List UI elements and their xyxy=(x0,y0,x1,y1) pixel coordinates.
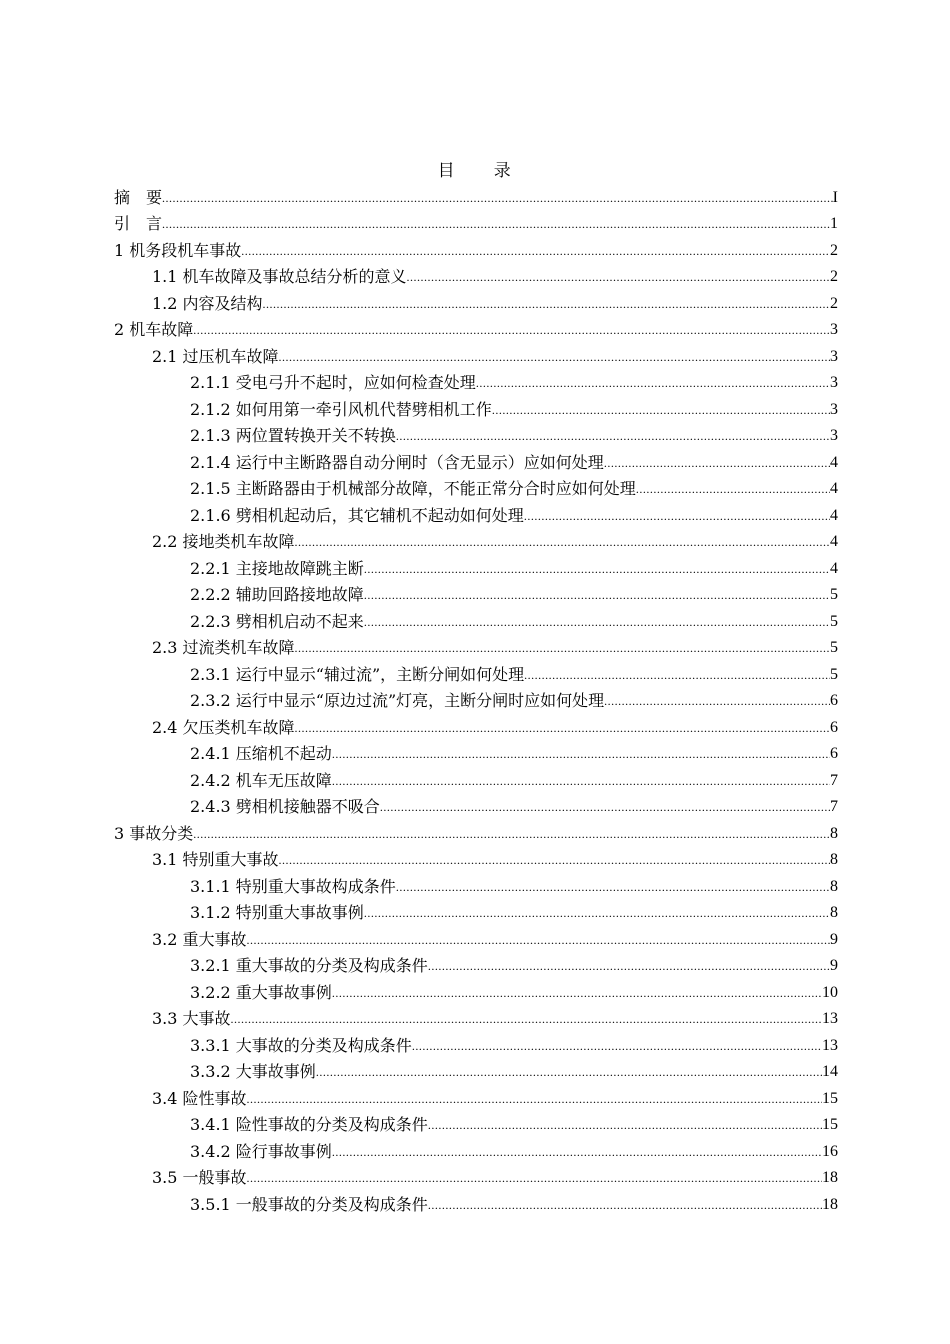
toc-entry[interactable] xyxy=(114,711,838,738)
toc-page-number: 4 xyxy=(830,453,838,471)
toc-entry[interactable] xyxy=(114,897,838,924)
toc-page-number: 18 xyxy=(822,1169,838,1186)
toc-entry[interactable] xyxy=(114,605,838,632)
toc-entry-title: 3.1 特别重大事故 xyxy=(152,850,279,869)
toc-leader-dots xyxy=(476,373,830,393)
toc-entry-title: 2.1 过压机车故障 xyxy=(152,346,279,366)
toc-leader-dots xyxy=(428,1195,822,1215)
toc-entry[interactable] xyxy=(114,499,838,526)
toc-leader-dots xyxy=(241,241,830,261)
toc-entry[interactable] xyxy=(114,234,838,261)
toc-page-number: 6 xyxy=(830,718,838,736)
toc-leader-dots xyxy=(364,585,830,605)
toc-entry-title: 2.1.1 受电弓升不起时，应如何检查处理 xyxy=(190,373,476,392)
toc-page-number: 7 xyxy=(830,798,838,815)
toc-page-number: 2 xyxy=(830,268,838,285)
toc-entry-title: 3.4.1 险性事故的分类及构成条件 xyxy=(190,1115,428,1134)
toc-leader-dots xyxy=(231,1009,822,1029)
toc-page-number: 4 xyxy=(830,533,838,550)
toc-leader-dots xyxy=(247,1089,822,1109)
toc-page-number: 8 xyxy=(830,877,838,895)
toc-entry-title: 3.3.1 大事故的分类及构成条件 xyxy=(190,1035,412,1055)
toc-entry-title: 引 言 xyxy=(114,214,163,233)
toc-title: 目 录 xyxy=(437,161,513,181)
toc-entry[interactable] xyxy=(114,261,838,288)
toc-entry[interactable] xyxy=(114,314,838,341)
toc-leader-dots xyxy=(332,744,830,764)
toc-entry[interactable] xyxy=(114,923,838,950)
toc-leader-dots xyxy=(364,612,830,632)
toc-entry-title: 3.3 大事故 xyxy=(152,1009,231,1028)
toc-page-number: 3 xyxy=(830,347,838,365)
toc-entry[interactable] xyxy=(114,393,838,420)
toc-leader-dots xyxy=(332,983,822,1003)
toc-entry-title: 3.4 险性事故 xyxy=(152,1088,247,1108)
toc-entry-title: 2.3.1 运行中显示“辅过流”，主断分闸如何处理 xyxy=(190,664,525,684)
toc-entry[interactable] xyxy=(114,738,838,765)
toc-page-number: 16 xyxy=(822,1142,838,1160)
toc-leader-dots xyxy=(604,453,830,473)
toc-leader-dots xyxy=(193,824,830,844)
toc-leader-dots xyxy=(247,930,830,950)
toc-page-number: 8 xyxy=(830,904,838,921)
toc-page-number: 8 xyxy=(830,824,838,842)
toc-page-number: 3 xyxy=(830,374,838,391)
toc-entry-title: 1.1 机车故障及事故总结分析的意义 xyxy=(152,267,407,286)
toc-entry-title: 2.1.3 两位置转换开关不转换 xyxy=(190,426,396,445)
toc-entry[interactable] xyxy=(114,1029,838,1056)
toc-page-number: 10 xyxy=(822,983,838,1001)
toc-leader-dots xyxy=(604,691,830,711)
toc-entry[interactable] xyxy=(114,1135,838,1162)
toc-entry-title: 3.1.2 特别重大事故事例 xyxy=(190,903,364,922)
toc-page-number: 5 xyxy=(830,639,838,656)
toc-entry-title: 2.1.4 运行中主断路器自动分闸时（含无显示）应如何处理 xyxy=(190,452,604,472)
toc-entry[interactable] xyxy=(114,473,838,500)
toc-leader-dots xyxy=(295,532,830,552)
toc-entry[interactable] xyxy=(114,1082,838,1109)
toc-entry[interactable] xyxy=(114,208,838,235)
toc-entry[interactable] xyxy=(114,287,838,314)
toc-entry[interactable] xyxy=(114,817,838,844)
toc-page-number: I xyxy=(832,188,838,206)
toc-entry[interactable] xyxy=(114,526,838,553)
toc-entry-title: 2.3 过流类机车故障 xyxy=(152,638,295,657)
toc-leader-dots xyxy=(407,267,830,287)
toc-entry-title: 3.4.2 险行事故事例 xyxy=(190,1141,332,1161)
toc-entry[interactable] xyxy=(114,764,838,791)
toc-entry-title: 2.1.2 如何用第一牵引风机代替劈相机工作 xyxy=(190,399,492,419)
toc-page-number: 9 xyxy=(830,957,838,974)
toc-leader-dots xyxy=(636,479,830,499)
toc-entry-title: 3.1.1 特别重大事故构成条件 xyxy=(190,876,396,896)
toc-leader-dots xyxy=(263,294,830,314)
toc-page-number: 5 xyxy=(830,612,838,630)
toc-page-number: 15 xyxy=(822,1116,838,1133)
toc-entry[interactable] xyxy=(114,181,838,208)
toc-entry-title: 2.3.2 运行中显示“原边过流”灯亮，主断分闸时应如何处理 xyxy=(190,691,605,710)
toc-entry-title: 2 机车故障 xyxy=(114,320,194,339)
toc-leader-dots xyxy=(162,214,830,234)
toc-page-number: 14 xyxy=(822,1063,838,1080)
toc-entry[interactable] xyxy=(114,685,838,712)
toc-entry-title: 3.5 一般事故 xyxy=(152,1168,247,1187)
toc-entry-title: 2.4 欠压类机车故障 xyxy=(152,717,295,737)
toc-entry[interactable] xyxy=(114,446,838,473)
toc-leader-dots xyxy=(364,559,830,579)
toc-entry-title: 2.1.5 主断路器由于机械部分故障，不能正常分合时应如何处理 xyxy=(190,479,636,498)
toc-leader-dots xyxy=(332,1142,822,1162)
toc-leader-dots xyxy=(364,903,830,923)
toc-page-number: 9 xyxy=(830,930,838,948)
toc-entry[interactable] xyxy=(114,844,838,871)
toc-page-number: 4 xyxy=(830,506,838,524)
toc-entry-title: 3.2.1 重大事故的分类及构成条件 xyxy=(190,956,428,975)
toc-leader-dots xyxy=(316,1062,822,1082)
toc-entry-title: 2.2.1 主接地故障跳主断 xyxy=(190,558,364,578)
toc-entry-title: 1 机务段机车事故 xyxy=(114,240,242,260)
toc-leader-dots xyxy=(396,426,830,446)
toc-leader-dots xyxy=(295,718,830,738)
toc-entry-title: 2.2 接地类机车故障 xyxy=(152,532,295,551)
toc-page-number: 5 xyxy=(830,586,838,603)
toc-page-number: 2 xyxy=(830,241,838,259)
toc-page-number: 15 xyxy=(822,1089,838,1107)
toc-leader-dots xyxy=(193,320,830,340)
toc-entry[interactable] xyxy=(114,791,838,818)
toc-page-number: 5 xyxy=(830,665,838,683)
toc-leader-dots xyxy=(524,506,830,526)
toc-leader-dots xyxy=(279,347,830,367)
toc-leader-dots xyxy=(295,638,830,658)
toc-leader-dots xyxy=(279,850,830,870)
toc-entry-title: 2.2.3 劈相机启动不起来 xyxy=(190,611,364,631)
toc-page-number: 6 xyxy=(830,692,838,709)
toc-entry-title: 摘 要 xyxy=(114,187,163,207)
toc-page-number: 2 xyxy=(830,294,838,312)
toc-page-number: 18 xyxy=(822,1195,838,1213)
toc-leader-dots xyxy=(428,956,830,976)
toc-page-number: 7 xyxy=(830,771,838,789)
toc-entry-title: 2.4.2 机车无压故障 xyxy=(190,770,332,790)
toc-page-number: 6 xyxy=(830,745,838,762)
toc-entry[interactable] xyxy=(114,1003,838,1030)
toc-entry[interactable] xyxy=(114,658,838,685)
toc-page-number: 8 xyxy=(830,851,838,868)
toc-entry-title: 3 事故分类 xyxy=(114,823,194,843)
toc-entry[interactable] xyxy=(114,1162,838,1189)
toc-entry[interactable] xyxy=(114,950,838,977)
toc-entry[interactable] xyxy=(114,367,838,394)
toc-entry[interactable] xyxy=(114,1188,838,1215)
toc-page-number: 4 xyxy=(830,559,838,577)
toc-leader-dots xyxy=(162,188,833,208)
toc-entry-title: 1.2 内容及结构 xyxy=(152,293,263,313)
toc-entry[interactable] xyxy=(114,1109,838,1136)
toc-leader-dots xyxy=(492,400,830,420)
toc-entry-title: 2.1.6 劈相机起动后，其它辅机不起动如何处理 xyxy=(190,505,524,525)
toc-entry-title: 2.4.1 压缩机不起动 xyxy=(190,744,332,763)
toc-page-number: 4 xyxy=(830,480,838,497)
toc-entry[interactable] xyxy=(114,870,838,897)
toc-page-number: 13 xyxy=(822,1036,838,1054)
toc-page-number: 3 xyxy=(830,427,838,444)
toc-entry[interactable] xyxy=(114,1056,838,1083)
toc-leader-dots xyxy=(396,877,830,897)
toc-page-number: 3 xyxy=(830,400,838,418)
toc-leader-dots xyxy=(332,771,830,791)
toc-entry-title: 3.2 重大事故 xyxy=(152,929,247,949)
toc-entry-title: 2.4.3 劈相机接触器不吸合 xyxy=(190,797,380,816)
toc-page-number: 1 xyxy=(830,215,838,232)
toc-entry-title: 3.3.2 大事故事例 xyxy=(190,1062,316,1081)
toc-entry[interactable] xyxy=(114,552,838,579)
toc-entry[interactable] xyxy=(114,340,838,367)
toc-entry-title: 3.2.2 重大事故事例 xyxy=(190,982,332,1002)
toc-leader-dots xyxy=(524,665,830,685)
toc-leader-dots xyxy=(428,1115,822,1135)
toc-entry-title: 2.2.2 辅助回路接地故障 xyxy=(190,585,364,604)
toc-entry[interactable] xyxy=(114,420,838,447)
toc-leader-dots xyxy=(247,1168,822,1188)
toc-entry-title: 3.5.1 一般事故的分类及构成条件 xyxy=(190,1194,428,1214)
toc-entry[interactable] xyxy=(114,976,838,1003)
toc-leader-dots xyxy=(380,797,830,817)
toc-page-number: 13 xyxy=(822,1010,838,1027)
toc-page-number: 3 xyxy=(830,321,838,338)
toc-entry[interactable] xyxy=(114,632,838,659)
toc-leader-dots xyxy=(412,1036,822,1056)
table-of-contents xyxy=(114,181,838,1215)
toc-entry[interactable] xyxy=(114,579,838,606)
